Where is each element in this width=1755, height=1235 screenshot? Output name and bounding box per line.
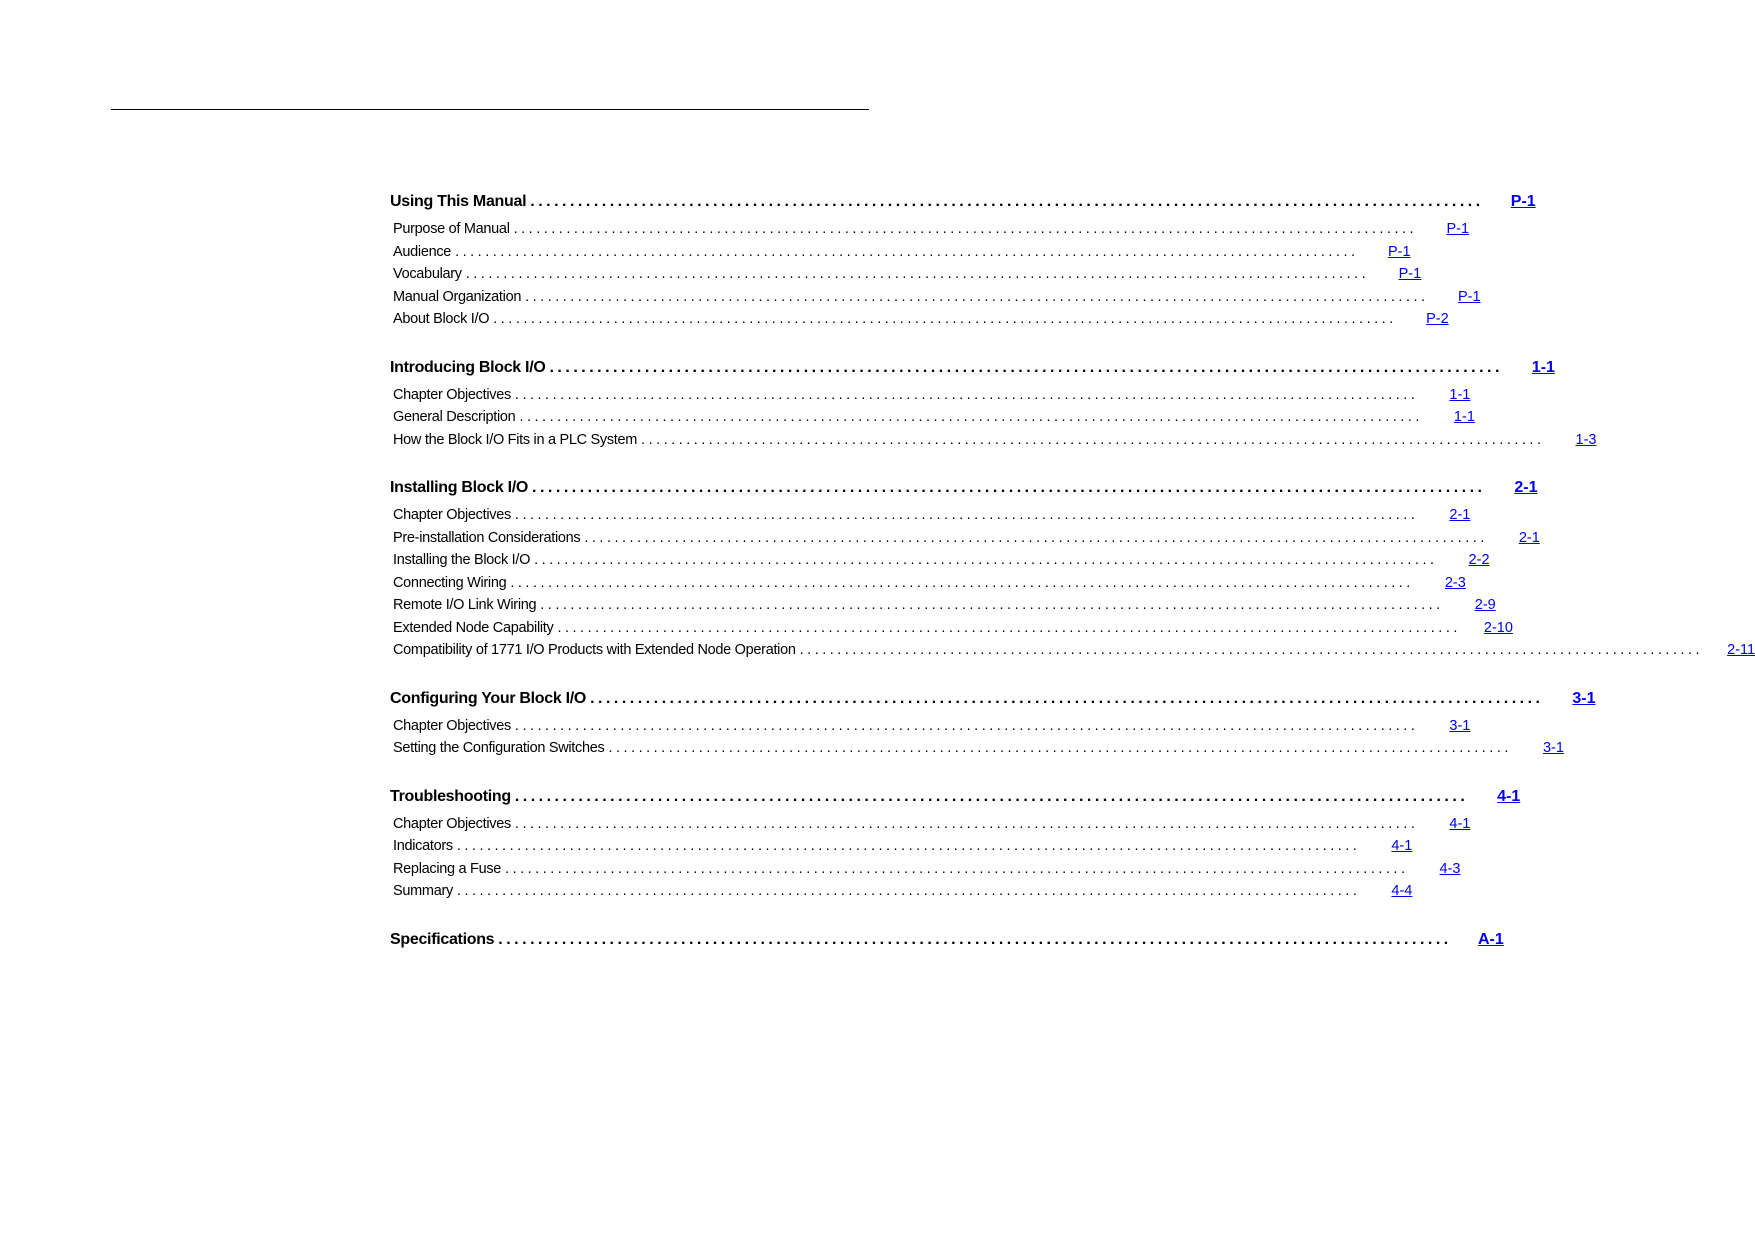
topic-title: Pre-installation Considerations (393, 529, 581, 546)
topic-title: Remote I/O Link Wiring (393, 597, 537, 613)
toc-topic-entry[interactable] (390, 737, 1564, 760)
toc-topic-entry[interactable] (390, 504, 1471, 527)
chapter-title: Specifications (390, 930, 495, 948)
topic-title: Installing the Block I/O (393, 552, 531, 568)
dot-leader: ........................................................................................................................ (530, 193, 1484, 210)
topic-title: Extended Node Capability (393, 619, 554, 636)
dot-leader: ........................................................................................................................ (514, 507, 1419, 523)
topic-title: Manual Organization (393, 288, 522, 305)
chapter-page-link[interactable]: 1-1 (1531, 358, 1555, 376)
dot-leader: ........................................................................................................................ (493, 311, 1397, 327)
topic-page-link[interactable]: 4-1 (1391, 838, 1413, 854)
toc-topic-entry[interactable] (390, 715, 1471, 738)
topic-title: Chapter Objectives (393, 386, 511, 403)
chapter-title: Configuring Your Block I/O (390, 689, 587, 707)
topic-page-link[interactable]: P-2 (1426, 311, 1449, 327)
topic-page-link[interactable]: 2-9 (1474, 597, 1496, 613)
chapter-page-link[interactable]: 4-1 (1497, 787, 1521, 805)
toc-topic-entry[interactable] (390, 639, 1755, 662)
topic-title: Purpose of Manual (393, 221, 510, 237)
toc-topic-entry[interactable] (390, 263, 1422, 286)
dot-leader: ........................................................................................................................ (540, 597, 1444, 613)
toc-topic-entry[interactable] (390, 835, 1413, 858)
toc-topic-entry[interactable] (390, 527, 1540, 550)
dot-leader: ........................................................................................................................ (525, 288, 1429, 305)
topic-title: About Block I/O (393, 311, 490, 327)
topic-title: Chapter Objectives (393, 717, 511, 734)
toc-chapter-entry[interactable] (390, 687, 1596, 711)
topic-page-link[interactable]: 3-1 (1449, 717, 1471, 734)
toc-chapter-entry[interactable] (390, 190, 1536, 214)
topic-title: Connecting Wiring (393, 574, 507, 591)
toc-topic-entry[interactable] (390, 308, 1449, 331)
dot-leader: ........................................................................................................................ (514, 717, 1419, 734)
toc-topic-entry[interactable] (390, 813, 1471, 836)
toc-topic-entry[interactable] (390, 406, 1475, 429)
dot-leader: ........................................................................................................................ (590, 689, 1544, 707)
topic-page-link[interactable]: 1-1 (1449, 386, 1471, 403)
toc-section (390, 476, 1755, 662)
topic-page-link[interactable]: 2-1 (1449, 507, 1471, 523)
topic-page-link[interactable]: 4-4 (1391, 883, 1413, 899)
topic-page-link[interactable]: 2-3 (1444, 574, 1466, 591)
toc-topic-entry[interactable] (390, 286, 1481, 309)
dot-leader: ........................................................................................................................ (456, 838, 1361, 854)
dot-leader: ........................................................................................................................ (799, 642, 1704, 658)
dot-leader: ........................................................................................................................ (532, 479, 1486, 496)
toc-chapter-entry[interactable] (390, 476, 1538, 500)
toc-topic-entry[interactable] (390, 594, 1496, 617)
topic-page-link[interactable]: 2-1 (1518, 529, 1540, 546)
dot-leader: ........................................................................................................................ (498, 930, 1452, 948)
topic-title: Audience (393, 243, 452, 260)
toc-chapter-entry[interactable] (390, 356, 1555, 380)
toc-chapter-entry[interactable] (390, 928, 1504, 952)
header-rule (111, 109, 869, 110)
dot-leader: ........................................................................................................................ (608, 740, 1512, 756)
topic-title: Summary (393, 883, 453, 899)
topic-page-link[interactable]: 2-10 (1483, 619, 1513, 636)
chapter-page-link[interactable]: A-1 (1477, 930, 1504, 948)
toc-topic-entry[interactable] (390, 572, 1466, 595)
toc-topic-entry[interactable] (390, 241, 1411, 264)
dot-leader: ........................................................................................................................ (584, 529, 1488, 546)
toc-topic-entry[interactable] (390, 429, 1597, 452)
toc-topic-entry[interactable] (390, 218, 1470, 241)
topic-page-link[interactable]: 4-3 (1439, 860, 1461, 877)
topic-title: Compatibility of 1771 I/O Products with Extended Node Operation (393, 642, 796, 658)
topic-page-link[interactable]: 2-2 (1468, 552, 1490, 568)
topic-page-link[interactable]: P-1 (1446, 221, 1470, 237)
toc-section (390, 928, 1504, 952)
toc-chapter-entry[interactable] (390, 785, 1521, 809)
topic-title: Vocabulary (393, 266, 462, 282)
topic-page-link[interactable]: 1-3 (1575, 431, 1597, 448)
chapter-page-link[interactable]: P-1 (1510, 193, 1536, 210)
toc-topic-entry[interactable] (390, 549, 1490, 572)
topic-title: Replacing a Fuse (393, 860, 502, 877)
topic-title: Setting the Configuration Switches (393, 740, 605, 756)
chapter-title: Installing Block I/O (390, 479, 529, 496)
dot-leader: ........................................................................................................................ (514, 815, 1419, 832)
toc-topic-entry[interactable] (390, 384, 1471, 407)
chapter-title: Troubleshooting (390, 787, 511, 805)
topic-page-link[interactable]: 2-11 (1727, 642, 1755, 658)
table-of-contents (390, 190, 1755, 977)
toc-topic-entry[interactable] (390, 880, 1413, 903)
dot-leader: ........................................................................................................................ (456, 883, 1361, 899)
dot-leader: ........................................................................................................................ (519, 409, 1423, 425)
topic-page-link[interactable]: P-1 (1398, 266, 1422, 282)
chapter-page-link[interactable]: 2-1 (1514, 479, 1538, 496)
dot-leader: ........................................................................................................................ (534, 552, 1438, 568)
toc-section (390, 687, 1596, 760)
topic-title: General Description (393, 409, 516, 425)
dot-leader: ........................................................................................................................ (514, 386, 1419, 403)
chapter-title: Introducing Block I/O (390, 358, 546, 376)
topic-page-link[interactable]: P-1 (1457, 288, 1481, 305)
chapter-page-link[interactable]: 3-1 (1572, 689, 1596, 707)
dot-leader: ........................................................................................................................ (514, 787, 1469, 805)
dot-leader: ........................................................................................................................ (505, 860, 1409, 877)
topic-title: Chapter Objectives (393, 815, 511, 832)
toc-section (390, 785, 1521, 903)
dot-leader: ........................................................................................................................ (557, 619, 1461, 636)
toc-topic-entry[interactable] (390, 617, 1513, 640)
dot-leader: ........................................................................................................................ (465, 266, 1370, 282)
topic-title: How the Block I/O Fits in a PLC System (393, 431, 638, 448)
topic-page-link[interactable]: 4-1 (1449, 815, 1471, 832)
toc-section (390, 190, 1536, 331)
toc-topic-entry[interactable] (390, 858, 1461, 881)
dot-leader: ........................................................................................................................ (513, 221, 1418, 237)
chapter-title: Using This Manual (390, 193, 527, 210)
topic-page-link[interactable]: P-1 (1387, 243, 1411, 260)
dot-leader: ........................................................................................................................ (641, 431, 1545, 448)
dot-leader: ........................................................................................................................ (549, 358, 1503, 376)
dot-leader: ........................................................................................................................ (455, 243, 1359, 260)
topic-page-link[interactable]: 1-1 (1453, 409, 1475, 425)
topic-title: Chapter Objectives (393, 507, 511, 523)
dot-leader: ........................................................................................................................ (510, 574, 1414, 591)
topic-title: Indicators (393, 838, 453, 854)
topic-page-link[interactable]: 3-1 (1542, 740, 1564, 756)
toc-section (390, 356, 1597, 452)
